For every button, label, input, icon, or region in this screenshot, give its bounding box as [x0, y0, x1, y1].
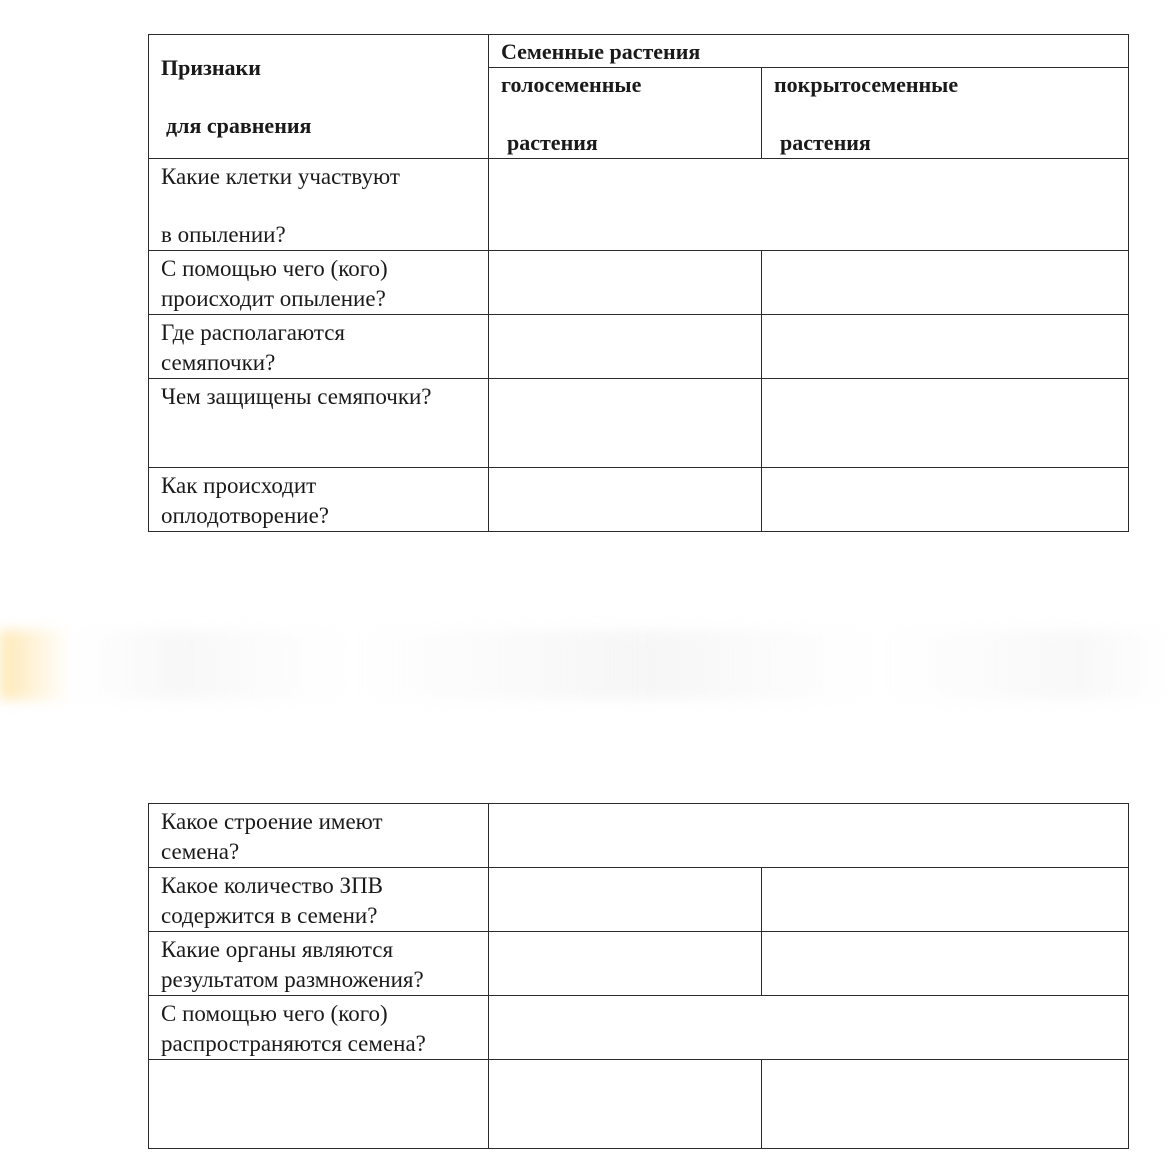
header-angio-line2: растения [780, 130, 871, 155]
answer-cell-angiosperms[interactable] [762, 251, 1129, 315]
answer-cell-gymnosperms[interactable] [489, 315, 762, 379]
answer-cell-gymnosperms[interactable] [489, 251, 762, 315]
answer-cell-gymnosperms[interactable] [489, 379, 762, 468]
answer-cell-angiosperms[interactable] [762, 379, 1129, 468]
question-cell [149, 868, 489, 932]
question-line1: Какие клетки участвуют [161, 164, 400, 189]
header-gymno-line1: голосеменные [501, 72, 642, 97]
header-signs-cell [149, 35, 489, 159]
answer-cell-merged[interactable] [489, 996, 1129, 1060]
header-signs-line2: для сравнения [166, 113, 312, 138]
question-line2: семяпочки? [161, 350, 276, 375]
question-cell [149, 159, 489, 251]
table-row [149, 1060, 1129, 1149]
question-cell [149, 468, 489, 532]
header-seed-plants: Семенные растения [489, 35, 1129, 68]
question-cell [149, 804, 489, 868]
answer-cell-gymnosperms[interactable] [489, 1060, 762, 1149]
question-line1: Чем защищены семяпочки? [161, 384, 432, 409]
question-cell [149, 996, 489, 1060]
question-cell [149, 251, 489, 315]
question-line2: содержится в семени? [161, 903, 378, 928]
header-gymno-line2: растения [507, 130, 598, 155]
table-row [149, 804, 1129, 868]
question-line1: С помощью чего (кого) [161, 1001, 388, 1026]
question-line2: оплодотворение? [161, 503, 330, 528]
table-row [149, 379, 1129, 468]
answer-cell-angiosperms[interactable] [762, 868, 1129, 932]
question-line1: Какое количество ЗПВ [161, 873, 384, 898]
header-signs-line1: Признаки [161, 55, 261, 80]
question-cell-empty[interactable] [149, 1060, 489, 1149]
table-row [149, 159, 1129, 251]
answer-cell-angiosperms[interactable] [762, 932, 1129, 996]
answer-cell-gymnosperms[interactable] [489, 932, 762, 996]
question-cell [149, 379, 489, 468]
answer-cell-merged[interactable] [489, 804, 1129, 868]
question-cell [149, 932, 489, 996]
comparison-table-top [148, 34, 1129, 532]
table-row [149, 468, 1129, 532]
question-cell [149, 315, 489, 379]
question-line2: в опылении? [161, 222, 286, 247]
table-row [149, 996, 1129, 1060]
question-line2: происходит опыление? [161, 286, 386, 311]
header-angio-line1: покрытосеменные [774, 72, 959, 97]
answer-cell-merged[interactable] [489, 159, 1129, 251]
table-row [149, 932, 1129, 996]
answer-cell-gymnosperms[interactable] [489, 468, 762, 532]
answer-cell-angiosperms[interactable] [762, 1060, 1129, 1149]
answer-cell-angiosperms[interactable] [762, 315, 1129, 379]
question-line2: распространяются семена? [161, 1031, 426, 1056]
table-row [149, 868, 1129, 932]
table-row [149, 251, 1129, 315]
header-gymnosperms [489, 68, 762, 159]
answer-cell-angiosperms[interactable] [762, 468, 1129, 532]
question-line1: Какое строение имеют [161, 809, 383, 834]
question-line1: С помощью чего (кого) [161, 256, 388, 281]
question-line1: Какие органы являются [161, 937, 394, 962]
question-line1: Как происходит [161, 473, 317, 498]
question-line1: Где располагаются [161, 320, 345, 345]
question-line2: результатом размножения? [161, 967, 424, 992]
question-line2: семена? [161, 839, 240, 864]
header-angiosperms [762, 68, 1129, 159]
table-row [149, 315, 1129, 379]
comparison-table-bottom [148, 803, 1129, 1149]
blurred-page-edge [0, 630, 1170, 700]
answer-cell-gymnosperms[interactable] [489, 868, 762, 932]
